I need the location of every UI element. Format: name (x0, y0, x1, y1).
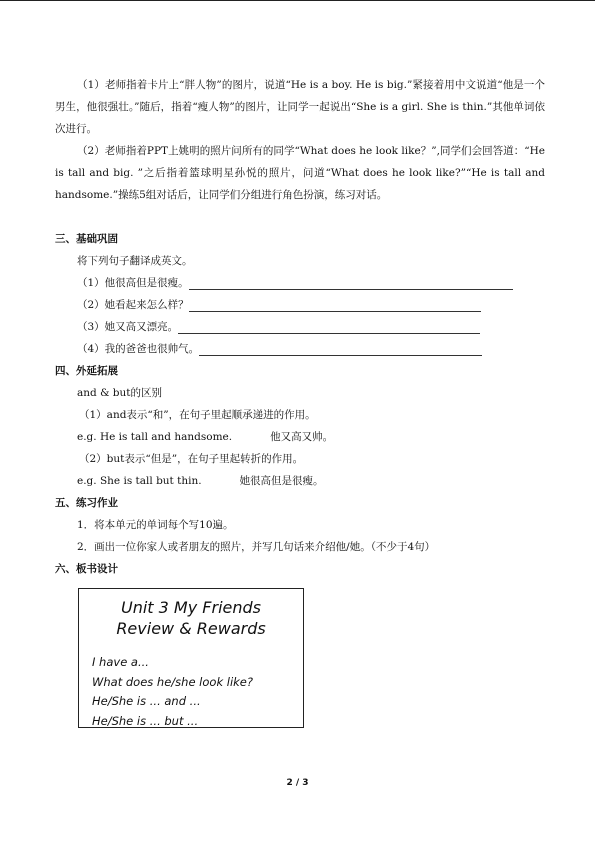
board-line: He/She is ... but ... (92, 713, 199, 728)
and-example (55, 426, 545, 448)
homework-item-2: 2．画出一位你家人或者朋友的照片，并写几句话来介绍他/她。（不少于4句） (77, 541, 436, 553)
answer-blank[interactable] (199, 341, 482, 356)
answer-blank[interactable] (189, 297, 481, 312)
and-rule: （1）and表示“和”，在句子里起顺承递进的作用。 (79, 409, 316, 421)
section-consolidation (55, 228, 545, 360)
translation-item-1 (55, 272, 545, 294)
board-line: He/She is ... and ... (92, 694, 201, 708)
example-chinese: 他又高又帅。 (270, 431, 334, 443)
answer-blank[interactable] (178, 319, 480, 334)
example-english: e.g. She is tall but thin. (77, 475, 202, 487)
board-line: What does he/she look like? (92, 674, 253, 689)
header-rule (0, 0, 595, 1)
section-heading-3: 三、基础巩固 (55, 233, 118, 245)
page-number: 2 / 3 (286, 778, 309, 788)
translation-item-2 (55, 294, 545, 316)
section-heading-4: 四、外延拓展 (55, 365, 118, 377)
example-chinese: 她很高但是很瘦。 (239, 475, 324, 487)
translation-item-3 (55, 316, 545, 338)
activity-paragraph-1: （1）老师指着卡片上“胖人物”的图片，说道“He is a boy. He is big.”紧接着用中文说道“他是一个男生，他很强壮。”随后，指着“瘦人物”的图片，让同学一起说出“She is a girl. She is thin.”其他单词依次进行。 (55, 79, 545, 135)
translation-prompt: （2）她看起来怎么样？ (77, 299, 189, 311)
section-homework (55, 492, 545, 558)
board-line: I have a... (92, 655, 149, 669)
answer-blank[interactable] (189, 275, 513, 290)
translation-prompt: （1）他很高但是很瘦。 (77, 277, 189, 289)
section-heading-6: 六、板书设计 (55, 563, 118, 575)
translation-prompt: （3）她又高又漂亮。 (77, 321, 179, 333)
translation-instruction: 将下列句子翻译成英文。 (77, 255, 193, 267)
board-title-line-2: Review & Rewards (116, 619, 266, 638)
translation-item-4 (55, 338, 545, 360)
activity-paragraph-2: （2）老师指着PPT上姚明的照片问所有的同学“What does he look like？”,同学们会回答道：“He is tall and big. ”之后指着篮球明星孙悦的照片，问道“What does he look like?”“He is tall and handsome.”操练5组对话后，让同学们分组进行角色扮演，练习对话。 (55, 145, 545, 201)
homework-item-1: 1．将本单元的单词每个写10遍。 (77, 519, 234, 531)
section-board-design (55, 558, 545, 580)
but-rule: （2）but表示“但是”，在句子里起转折的作用。 (79, 453, 304, 465)
section-heading-5: 五、练习作业 (55, 497, 118, 509)
translation-prompt: （4）我的爸爸也很帅气。 (77, 343, 200, 355)
but-example (55, 470, 545, 492)
activity-section (55, 74, 545, 206)
blackboard-design (78, 588, 304, 728)
section-extension (55, 360, 545, 492)
board-title-line-1: Unit 3 My Friends (121, 598, 261, 617)
example-english: e.g. He is tall and handsome. (77, 431, 233, 443)
and-but-intro: and & but的区别 (77, 387, 162, 399)
